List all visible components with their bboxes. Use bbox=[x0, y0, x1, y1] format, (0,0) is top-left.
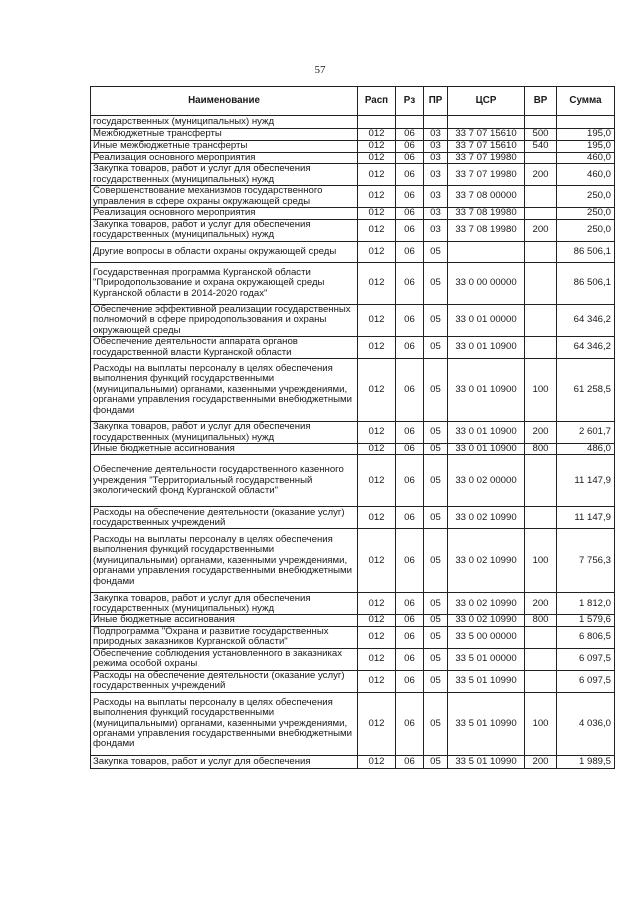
table-row bbox=[91, 220, 615, 242]
row-csr: 33 0 01 10900 bbox=[448, 337, 525, 359]
row-rasp: 012 bbox=[358, 615, 396, 626]
row-rasp: 012 bbox=[358, 262, 396, 304]
table-row bbox=[91, 626, 615, 648]
row-rz: 06 bbox=[396, 455, 424, 507]
row-sum: 486,0 bbox=[557, 444, 615, 455]
table-row bbox=[91, 593, 615, 615]
row-csr bbox=[448, 116, 525, 129]
header-row bbox=[91, 87, 615, 116]
row-rasp: 012 bbox=[358, 220, 396, 242]
row-rz: 06 bbox=[396, 359, 424, 422]
row-name: Расходы на обеспечение деятельности (оказание услуг) государственных учреждений bbox=[91, 670, 358, 692]
row-name: Реализация основного мероприятия bbox=[91, 153, 358, 164]
row-name: Обеспечение деятельности государственного казенного учреждения "Территориальный государственный экологический фонд Курганской области" bbox=[91, 455, 358, 507]
row-rz: 06 bbox=[396, 262, 424, 304]
row-rasp: 012 bbox=[358, 141, 396, 153]
row-csr: 33 5 01 00000 bbox=[448, 648, 525, 670]
row-name: Другие вопросы в области охраны окружающей среды bbox=[91, 241, 358, 262]
row-sum: 460,0 bbox=[557, 153, 615, 164]
row-rasp: 012 bbox=[358, 186, 396, 208]
row-pr: 05 bbox=[424, 692, 448, 755]
row-vr: 200 bbox=[525, 755, 557, 768]
row-rz: 06 bbox=[396, 164, 424, 186]
row-sum: 4 036,0 bbox=[557, 692, 615, 755]
row-sum: 2 601,7 bbox=[557, 422, 615, 444]
row-rz: 06 bbox=[396, 337, 424, 359]
row-csr: 33 7 07 15610 bbox=[448, 141, 525, 153]
row-vr: 500 bbox=[525, 129, 557, 141]
row-sum: 250,0 bbox=[557, 186, 615, 208]
row-rasp: 012 bbox=[358, 129, 396, 141]
row-csr: 33 0 02 00000 bbox=[448, 455, 525, 507]
row-sum: 64 346,2 bbox=[557, 337, 615, 359]
row-rz: 06 bbox=[396, 304, 424, 336]
row-rz: 06 bbox=[396, 208, 424, 220]
row-pr: 05 bbox=[424, 670, 448, 692]
row-pr: 03 bbox=[424, 208, 448, 220]
row-csr: 33 0 02 10990 bbox=[448, 593, 525, 615]
row-sum: 11 147,9 bbox=[557, 455, 615, 507]
row-vr bbox=[525, 208, 557, 220]
row-rz: 06 bbox=[396, 220, 424, 242]
row-rz: 06 bbox=[396, 444, 424, 455]
row-name: Совершенствование механизмов государственного управления в сфере охраны окружающей среды bbox=[91, 186, 358, 208]
row-rz: 06 bbox=[396, 615, 424, 626]
table-row bbox=[91, 359, 615, 422]
row-name: Иные бюджетные ассигнования bbox=[91, 444, 358, 455]
row-sum: 6 097,5 bbox=[557, 648, 615, 670]
row-sum: 7 756,3 bbox=[557, 529, 615, 593]
row-pr: 05 bbox=[424, 241, 448, 262]
row-vr bbox=[525, 626, 557, 648]
row-vr bbox=[525, 241, 557, 262]
row-name: Расходы на выплаты персоналу в целях обеспечения выполнения функций государственными (муниципальными) органами, казенными учреждениями, органами управления государственными внебюджетными фондами bbox=[91, 692, 358, 755]
header-rasp: Расп bbox=[358, 87, 396, 116]
table-row bbox=[91, 186, 615, 208]
row-rasp: 012 bbox=[358, 507, 396, 529]
row-name: Обеспечение эффективной реализации государственных полномочий в сфере природопользования и охраны окружающей среды bbox=[91, 304, 358, 336]
table-row bbox=[91, 129, 615, 141]
table-row bbox=[91, 164, 615, 186]
row-name: Обеспечение деятельности аппарата органов государственной власти Курганской области bbox=[91, 337, 358, 359]
row-vr bbox=[525, 262, 557, 304]
row-sum: 6 097,5 bbox=[557, 670, 615, 692]
row-pr: 03 bbox=[424, 186, 448, 208]
row-pr: 05 bbox=[424, 615, 448, 626]
row-name: Обеспечение соблюдения установленного в заказниках режима особой охраны bbox=[91, 648, 358, 670]
row-vr bbox=[525, 337, 557, 359]
row-vr: 200 bbox=[525, 422, 557, 444]
row-pr bbox=[424, 116, 448, 129]
row-vr: 800 bbox=[525, 615, 557, 626]
row-csr: 33 7 08 00000 bbox=[448, 186, 525, 208]
row-pr: 05 bbox=[424, 648, 448, 670]
row-csr: 33 5 01 10990 bbox=[448, 692, 525, 755]
row-rasp: 012 bbox=[358, 626, 396, 648]
row-csr: 33 0 01 10900 bbox=[448, 444, 525, 455]
row-csr: 33 5 00 00000 bbox=[448, 626, 525, 648]
table-row bbox=[91, 755, 615, 768]
row-name: Межбюджетные трансферты bbox=[91, 129, 358, 141]
row-rasp: 012 bbox=[358, 153, 396, 164]
row-sum: 1 579,6 bbox=[557, 615, 615, 626]
row-name: Закупка товаров, работ и услуг для обеспечения государственных (муниципальных) нужд bbox=[91, 422, 358, 444]
table-row bbox=[91, 116, 615, 129]
row-sum: 86 506,1 bbox=[557, 241, 615, 262]
row-rasp bbox=[358, 116, 396, 129]
row-rz: 06 bbox=[396, 529, 424, 593]
row-vr: 540 bbox=[525, 141, 557, 153]
row-vr bbox=[525, 116, 557, 129]
row-name: государственных (муниципальных) нужд bbox=[91, 116, 358, 129]
row-vr: 100 bbox=[525, 359, 557, 422]
row-name: Закупка товаров, работ и услуг для обеспечения государственных (муниципальных) нужд bbox=[91, 164, 358, 186]
row-csr: 33 7 07 15610 bbox=[448, 129, 525, 141]
row-pr: 05 bbox=[424, 359, 448, 422]
table-row bbox=[91, 153, 615, 164]
row-pr: 03 bbox=[424, 153, 448, 164]
row-pr: 05 bbox=[424, 304, 448, 336]
row-pr: 05 bbox=[424, 755, 448, 768]
row-pr: 05 bbox=[424, 529, 448, 593]
row-rz: 06 bbox=[396, 692, 424, 755]
row-rasp: 012 bbox=[358, 593, 396, 615]
row-rz: 06 bbox=[396, 593, 424, 615]
row-rasp: 012 bbox=[358, 164, 396, 186]
row-csr: 33 0 00 00000 bbox=[448, 262, 525, 304]
row-sum: 460,0 bbox=[557, 164, 615, 186]
row-rasp: 012 bbox=[358, 304, 396, 336]
row-name: Закупка товаров, работ и услуг для обеспечения bbox=[91, 755, 358, 768]
header-sum: Сумма bbox=[557, 87, 615, 116]
row-rasp: 012 bbox=[358, 692, 396, 755]
table-row bbox=[91, 141, 615, 153]
row-vr: 100 bbox=[525, 692, 557, 755]
row-csr bbox=[448, 241, 525, 262]
row-csr: 33 7 08 19980 bbox=[448, 220, 525, 242]
table-row bbox=[91, 304, 615, 336]
table-row bbox=[91, 615, 615, 626]
row-rasp: 012 bbox=[358, 755, 396, 768]
row-pr: 03 bbox=[424, 164, 448, 186]
budget-table bbox=[90, 86, 615, 769]
row-rasp: 012 bbox=[358, 670, 396, 692]
row-rz: 06 bbox=[396, 507, 424, 529]
row-sum: 195,0 bbox=[557, 129, 615, 141]
table-row bbox=[91, 670, 615, 692]
row-rz bbox=[396, 116, 424, 129]
table-row bbox=[91, 208, 615, 220]
row-vr: 200 bbox=[525, 220, 557, 242]
row-sum bbox=[557, 116, 615, 129]
row-vr bbox=[525, 648, 557, 670]
row-csr: 33 0 02 10990 bbox=[448, 529, 525, 593]
row-csr: 33 0 02 10990 bbox=[448, 615, 525, 626]
table-row bbox=[91, 241, 615, 262]
row-pr: 03 bbox=[424, 141, 448, 153]
row-vr bbox=[525, 507, 557, 529]
page-number: 57 bbox=[314, 64, 326, 76]
row-rasp: 012 bbox=[358, 529, 396, 593]
row-sum: 64 346,2 bbox=[557, 304, 615, 336]
row-rz: 06 bbox=[396, 755, 424, 768]
table-row bbox=[91, 455, 615, 507]
row-sum: 86 506,1 bbox=[557, 262, 615, 304]
row-rz: 06 bbox=[396, 626, 424, 648]
row-pr: 05 bbox=[424, 262, 448, 304]
header-rz: Рз bbox=[396, 87, 424, 116]
header-name: Наименование bbox=[91, 87, 358, 116]
row-name: Закупка товаров, работ и услуг для обеспечения государственных (муниципальных) нужд bbox=[91, 593, 358, 615]
row-csr: 33 0 01 10900 bbox=[448, 422, 525, 444]
table-row bbox=[91, 422, 615, 444]
table-row bbox=[91, 692, 615, 755]
row-name: Расходы на обеспечение деятельности (оказание услуг) государственных учреждений bbox=[91, 507, 358, 529]
table-row bbox=[91, 262, 615, 304]
row-rz: 06 bbox=[396, 186, 424, 208]
row-rasp: 012 bbox=[358, 455, 396, 507]
row-vr: 100 bbox=[525, 529, 557, 593]
row-rasp: 012 bbox=[358, 337, 396, 359]
row-csr: 33 0 01 10900 bbox=[448, 359, 525, 422]
row-rz: 06 bbox=[396, 670, 424, 692]
row-name: Расходы на выплаты персоналу в целях обеспечения выполнения функций государственными (муниципальными) органами, казенными учреждениями, органами управления государственными внебюджетными фондами bbox=[91, 359, 358, 422]
row-csr: 33 5 01 10990 bbox=[448, 755, 525, 768]
table-row bbox=[91, 444, 615, 455]
row-rasp: 012 bbox=[358, 444, 396, 455]
table-row bbox=[91, 337, 615, 359]
row-csr: 33 7 08 19980 bbox=[448, 208, 525, 220]
row-csr: 33 0 01 00000 bbox=[448, 304, 525, 336]
row-pr: 05 bbox=[424, 444, 448, 455]
row-vr bbox=[525, 670, 557, 692]
row-name: Реализация основного мероприятия bbox=[91, 208, 358, 220]
row-rasp: 012 bbox=[358, 422, 396, 444]
row-rz: 06 bbox=[396, 141, 424, 153]
row-name: Иные бюджетные ассигнования bbox=[91, 615, 358, 626]
row-csr: 33 7 07 19980 bbox=[448, 164, 525, 186]
row-rasp: 012 bbox=[358, 648, 396, 670]
header-pr: ПР bbox=[424, 87, 448, 116]
row-rz: 06 bbox=[396, 129, 424, 141]
row-sum: 1 812,0 bbox=[557, 593, 615, 615]
header-csr: ЦСР bbox=[448, 87, 525, 116]
row-rasp: 012 bbox=[358, 208, 396, 220]
table-row bbox=[91, 648, 615, 670]
row-pr: 05 bbox=[424, 593, 448, 615]
row-sum: 250,0 bbox=[557, 220, 615, 242]
table-row bbox=[91, 529, 615, 593]
row-rasp: 012 bbox=[358, 359, 396, 422]
row-vr bbox=[525, 186, 557, 208]
row-name: Расходы на выплаты персоналу в целях обеспечения выполнения функций государственными (муниципальными) органами, казенными учреждениями, органами управления государственными внебюджетными фондами bbox=[91, 529, 358, 593]
row-name: Государственная программа Курганской области "Природопользование и охрана окружающей среды Курганской области в 2014-2020 годах" bbox=[91, 262, 358, 304]
row-sum: 250,0 bbox=[557, 208, 615, 220]
row-sum: 6 806,5 bbox=[557, 626, 615, 648]
row-pr: 05 bbox=[424, 337, 448, 359]
row-name: Иные межбюджетные трансферты bbox=[91, 141, 358, 153]
row-csr: 33 5 01 10990 bbox=[448, 670, 525, 692]
row-csr: 33 7 07 19980 bbox=[448, 153, 525, 164]
row-name: Подпрограмма "Охрана и развитие государственных природных заказников Курганской области" bbox=[91, 626, 358, 648]
row-vr: 200 bbox=[525, 593, 557, 615]
row-vr: 800 bbox=[525, 444, 557, 455]
row-vr bbox=[525, 153, 557, 164]
row-pr: 03 bbox=[424, 129, 448, 141]
row-sum: 11 147,9 bbox=[557, 507, 615, 529]
row-vr: 200 bbox=[525, 164, 557, 186]
row-sum: 61 258,5 bbox=[557, 359, 615, 422]
table-row bbox=[91, 507, 615, 529]
row-pr: 05 bbox=[424, 422, 448, 444]
row-pr: 03 bbox=[424, 220, 448, 242]
row-vr bbox=[525, 304, 557, 336]
row-sum: 1 989,5 bbox=[557, 755, 615, 768]
row-name: Закупка товаров, работ и услуг для обеспечения государственных (муниципальных) нужд bbox=[91, 220, 358, 242]
row-csr: 33 0 02 10990 bbox=[448, 507, 525, 529]
header-vr: ВР bbox=[525, 87, 557, 116]
row-rz: 06 bbox=[396, 241, 424, 262]
row-pr: 05 bbox=[424, 455, 448, 507]
row-vr bbox=[525, 455, 557, 507]
row-sum: 195,0 bbox=[557, 141, 615, 153]
row-rz: 06 bbox=[396, 648, 424, 670]
row-rz: 06 bbox=[396, 153, 424, 164]
row-pr: 05 bbox=[424, 626, 448, 648]
row-rasp: 012 bbox=[358, 241, 396, 262]
row-pr: 05 bbox=[424, 507, 448, 529]
row-rz: 06 bbox=[396, 422, 424, 444]
